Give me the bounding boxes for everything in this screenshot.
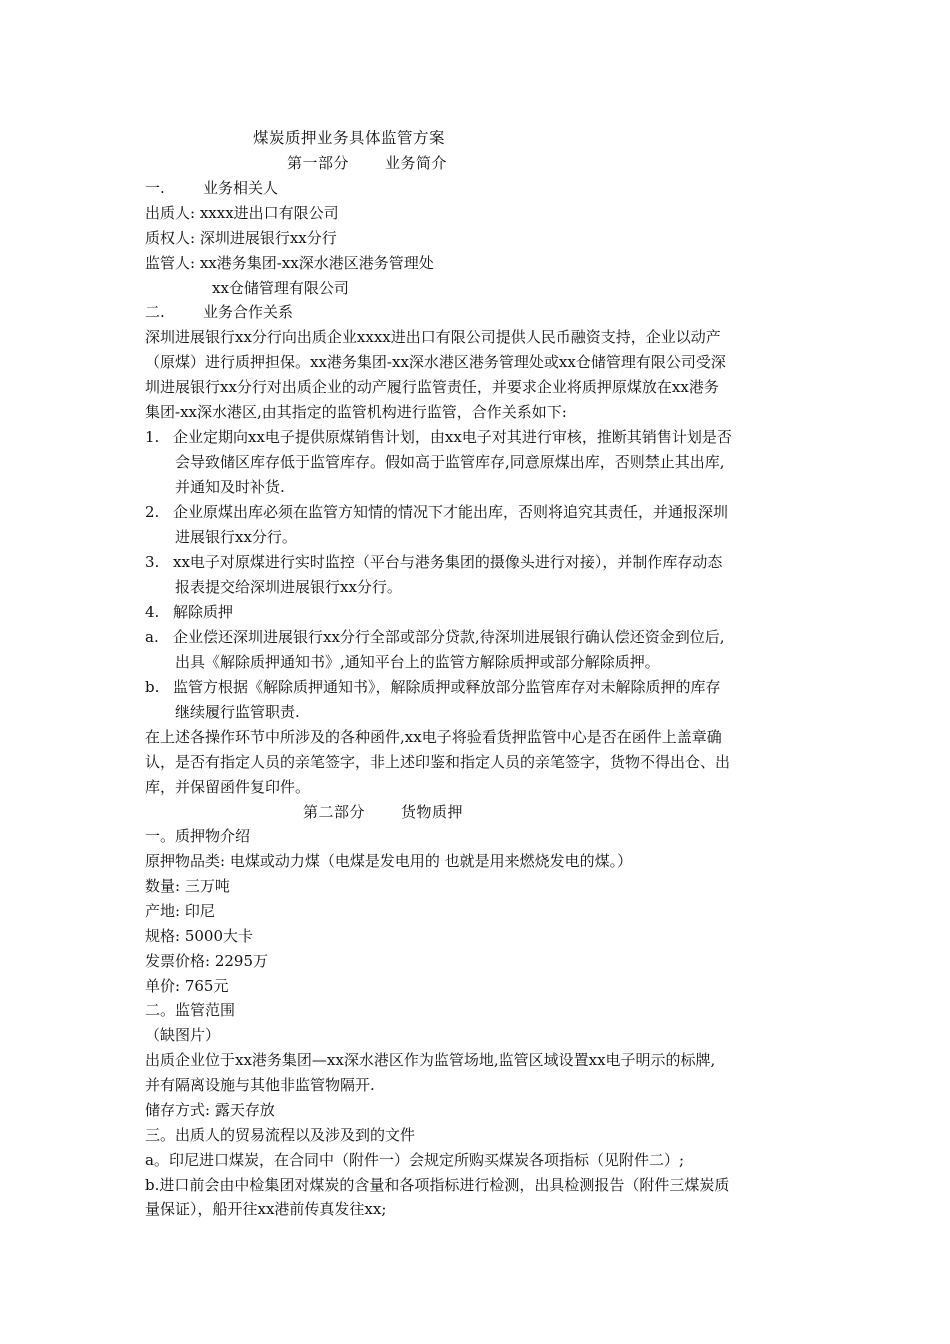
paragraph-line: （原煤）进行质押担保。xx港务集团-xx深水港区港务管理处或xx仓储管理有限公司受深 — [145, 353, 726, 371]
collateral-spec: 规格: 5000大卡 — [145, 927, 253, 945]
section-heading-cooperation: 二. 业务合作关系 — [145, 303, 294, 321]
missing-image-note: （缺图片） — [145, 1026, 221, 1044]
supervisor-line: 监管人: xx港务集团-xx深水港区港务管理处 — [145, 254, 434, 272]
paragraph-line: 深圳进展银行xx分行向出质企业xxxx进出口有限公司提供人民币融资支持，企业以动产 — [145, 328, 721, 346]
list-item-a: a. 企业偿还深圳进展银行xx分行全部或部分贷款,待深圳进展银行确认偿还资金到位后, — [145, 628, 725, 646]
list-item-a-cont: 出具《解除质押通知书》,通知平台上的监管方解除质押或部分解除质押。 — [175, 653, 660, 671]
supervisor-line-2: xx仓储管理有限公司 — [212, 279, 349, 297]
list-item-1-cont: 会导致储区库存低于监管库存。假如高于监管库存,同意原煤出库，否则禁止其出库, — [175, 453, 725, 471]
paragraph-line: 集团-xx深水港区,由其指定的监管机构进行监管，合作关系如下: — [145, 403, 567, 421]
part2-heading-title: 货物质押 — [401, 803, 464, 821]
paragraph-line: 并有隔离设施与其他非监管物隔开. — [145, 1076, 375, 1094]
part2-heading-number: 第二部分 — [303, 803, 366, 821]
list-item-2-cont: 进展银行xx分行。 — [175, 528, 297, 546]
trade-flow-b: b.进口前会由中检集团对煤炭的含量和各项指标进行检测，出具检测报告（附件三煤炭质 — [145, 1176, 730, 1194]
paragraph-line: 库，并保留函件复印件。 — [145, 778, 311, 796]
list-item-1: 1. 企业定期向xx电子提供原煤销售计划，由xx电子对其进行审核，推断其销售计划是否 — [145, 428, 732, 446]
pledgee-line: 质权人: 深圳进展银行xx分行 — [145, 229, 337, 247]
part1-heading — [287, 151, 447, 175]
section-heading-collateral: 一。质押物介绍 — [145, 827, 251, 845]
part1-heading-number: 第一部分 — [287, 154, 350, 172]
paragraph-line: 圳进展银行xx分行对出质企业的动产履行监管责任，并要求企业将质押原煤放在xx港务 — [145, 378, 719, 396]
paragraph-line: 出质企业位于xx港务集团—xx深水港区作为监管场地,监管区域设置xx电子明示的标牌, — [145, 1051, 716, 1069]
part1-heading-title: 业务简介 — [385, 154, 448, 172]
list-item-4: 4. 解除质押 — [145, 603, 234, 621]
list-item-1-cont: 并通知及时补货. — [175, 478, 285, 496]
collateral-origin: 产地: 印尼 — [145, 902, 215, 920]
trade-flow-a: a。印尼进口煤炭，在合同中（附件一）会规定所购买煤炭各项指标（见附件二）; — [145, 1151, 685, 1169]
paragraph-line: 在上述各操作环节中所涉及的各种函件,xx电子将验看货押监管中心是否在函件上盖章确 — [145, 728, 722, 746]
collateral-invoice-price: 发票价格: 2295万 — [145, 952, 268, 970]
section-heading-related-parties: 一. 业务相关人 — [145, 179, 279, 197]
section-heading-scope: 二。监管范围 — [145, 1001, 236, 1019]
collateral-quantity: 数量: 三万吨 — [145, 877, 230, 895]
pledgor-line: 出质人: xxxx进出口有限公司 — [145, 204, 339, 222]
part2-heading — [303, 800, 463, 824]
collateral-type: 原押物品类: 电煤或动力煤（电煤是发电用的 也就是用来燃烧发电的煤。） — [145, 852, 633, 870]
collateral-unit-price: 单价: 765元 — [145, 977, 229, 995]
list-item-3-cont: 报表提交给深圳进展银行xx分行。 — [175, 578, 402, 596]
list-item-b-cont: 继续履行监管职责. — [175, 703, 300, 721]
list-item-3: 3. xx电子对原煤进行实时监控（平台与港务集团的摄像头进行对接），并制作库存动态 — [145, 553, 723, 571]
paragraph-line: 认，是否有指定人员的亲笔签字，非上述印鉴和指定人员的亲笔签字，货物不得出仓、出 — [145, 753, 731, 771]
storage-method: 储存方式: 露天存放 — [145, 1101, 275, 1119]
section-heading-trade-flow: 三。出质人的贸易流程以及涉及到的文件 — [145, 1126, 416, 1144]
list-item-b: b. 监管方根据《解除质押通知书》，解除质押或释放部分监管库存对未解除质押的库存 — [145, 678, 721, 696]
list-item-2: 2. 企业原煤出库必须在监管方知情的情况下才能出库，否则将追究其责任，并通报深圳 — [145, 503, 729, 521]
trade-flow-b-cont: 量保证），船开往xx港前传真发往xx; — [145, 1200, 387, 1218]
document-title: 煤炭质押业务具体监管方案 — [253, 129, 446, 147]
